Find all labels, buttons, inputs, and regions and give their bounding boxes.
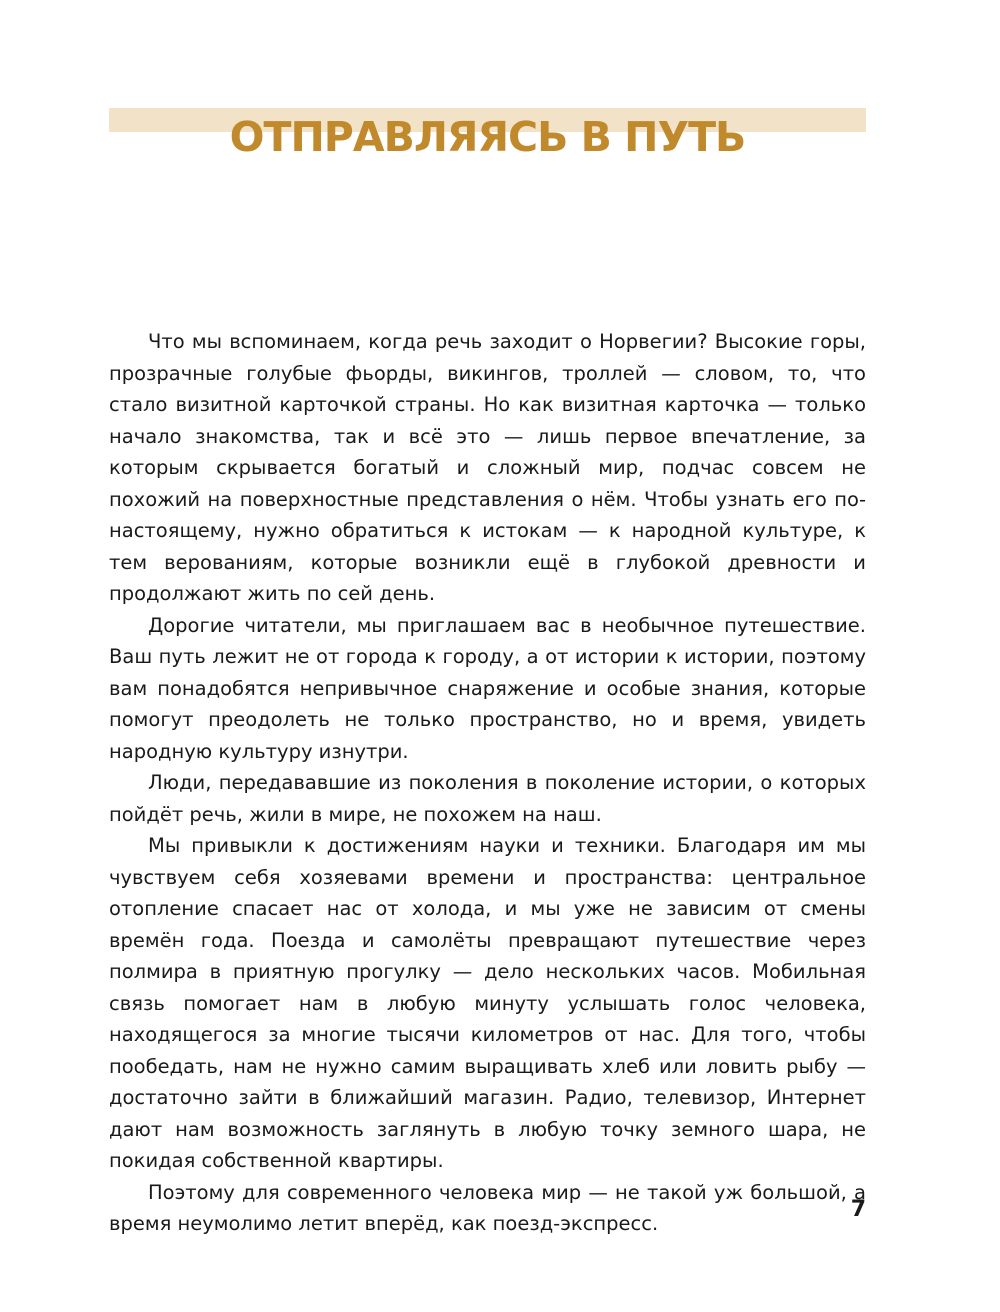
paragraph: Что мы вспоминаем, когда речь заходит о Норвегии? Высокие горы, прозрачные голубые фьорды, викингов, троллей — словом, то, что стало визитной карточкой страны. Но как визитная карточка — только начало знакомства, так и всё это — лишь первое впечатление, за которым скрывается богатый и сложный мир, подчас совсем не похожий на поверхностные представления о нём. Чтобы узнать его по-настоящему, нужно обратиться к истокам — к народной культуре, к тем верованиям, которые возникли ещё в глубокой древности и продолжают жить по сей день. <box>109 330 866 605</box>
paragraph: Дорогие читатели, мы приглашаем вас в необычное путешествие. Ваш путь лежит не от города к городу, а от истории к истории, поэтому вам понадобятся непривычное снаряжение и особые знания, которые помогут преодолеть не только пространство, но и время, увидеть народную культуру изнутри. <box>109 613 866 763</box>
page-number: 7 <box>850 1197 866 1222</box>
paragraph: Люди, передававшие из поколения в поколение истории, о которых пойдёт речь, жили в мире, не похожем на наш. <box>109 771 866 826</box>
chapter-title: ОТПРАВЛЯЯСЬ В ПУТЬ <box>229 113 746 161</box>
paragraph: Мы привыкли к достижениям науки и техники. Благодаря им мы чувствуем себя хозяевами времени и пространства: центральное отопление спасает нас от холода, и мы уже не зависим от смены времён года. Поезда и самолёты превращают путешествие через полмира в приятную прогулку — дело нескольких часов. Мобильная связь помогает нам в любую минуту услышать голос человека, находящегося за многие тысячи километров от нас. Для того, чтобы пообедать, нам не нужно самим выращивать хлеб или ловить рыбу — достаточно зайти в ближайший магазин. Радио, телевизор, Интернет дают нам возможность заглянуть в любую точку земного шара, не покидая собственной квартиры. <box>109 834 866 1172</box>
paragraph: Поэтому для современного человека мир — не такой уж большой, а время неумолимо летит вперёд, как поезд-экспресс. <box>109 1180 866 1235</box>
body-text <box>109 326 866 1240</box>
